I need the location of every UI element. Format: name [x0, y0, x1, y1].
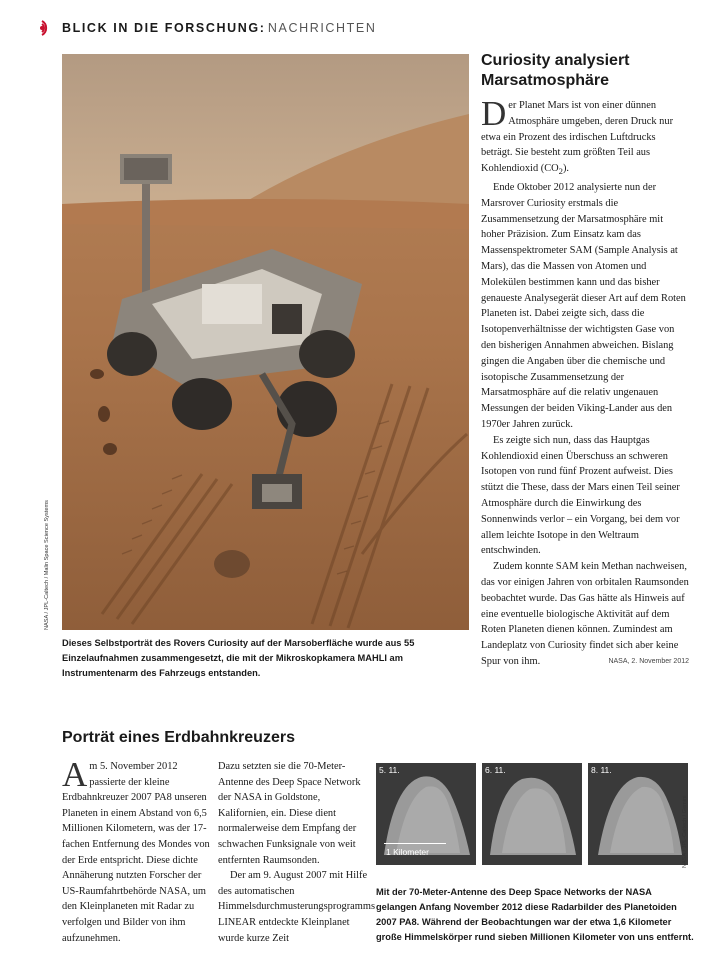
- radar-image: [588, 763, 688, 865]
- paragraph-text: Zudem konnte SAM kein Methan nachweisen, das vor einigen Jahren von orbitalen Raumsonden beobachtet wurde. Das Gas hätte als Hinweis auf eine eventuelle biologische Aktivität auf dem Roten Planeten dienen können. Zumindest am Landeplatz von Curiosity findet sich aber keine Spur von ihm.: [481, 561, 689, 667]
- image-credit: NASA / JPL-Caltech / Gemini: [682, 795, 688, 868]
- paragraph-end: ).: [562, 163, 570, 175]
- radar-image-strip: [376, 763, 688, 865]
- scale-bar: [384, 843, 446, 844]
- radar-date-label: 6. 11.: [485, 765, 506, 775]
- paragraph: [62, 755, 214, 946]
- concentric-arcs-icon: [38, 19, 56, 37]
- scale-label: 1 Kilometer: [386, 847, 429, 857]
- source-attribution: NASA, 2. November 2012: [608, 657, 689, 665]
- text-column: [218, 759, 375, 946]
- image-credit: NASA / JPL-Caltech / Malin Space Science Systems: [44, 500, 50, 630]
- section-header: [38, 16, 376, 40]
- paragraph-text: m 5. November 2012 passierte der kleine Erdbahnkreuzer 2007 PA8 unseren Planeten in einem Abstand von 6,5 Millionen Kilometern, was der 17-fachen Entfernung des Mondes von der Erde entspricht. Diese dichte Annäherung nutzten Forscher der US-Raumfahrtbehörde NASA, um den Kleinplaneten mit Radar zu verfolgen und Bilder von ihm aufzunehmen.: [62, 761, 210, 944]
- radar-image: [482, 763, 582, 865]
- subscript: 2: [558, 166, 563, 177]
- radar-date-label: 5. 11.: [379, 765, 400, 775]
- photo-caption: Dieses Selbstporträt des Rovers Curiosity auf der Marsoberfläche wurde aus 55 Einzelaufnahmen zusammengesetzt, die mit der Mikroskopkamera MAHLI am Instrumentenarm des Fahrzeugs entstanden.: [62, 638, 415, 678]
- radar-image: [376, 763, 476, 865]
- drop-cap: A: [62, 755, 88, 794]
- paragraph: Dazu setzten sie die 70-Meter-Antenne des Deep Space Network der NASA in Goldstone, Kalifornien, ein. Diese dient normalerweise dem Empfang der schwachen Funksignale von weit entfernten Raumsonden.: [218, 761, 361, 866]
- header-section-title: BLICK IN DIE FORSCHUNG: [62, 21, 260, 35]
- section-title: Porträt eines Erdbahnkreuzers: [62, 729, 295, 746]
- paragraph: [481, 94, 689, 180]
- curiosity-selfie-photo: [62, 54, 469, 630]
- paragraph: Der am 9. August 2007 mit Hilfe des automatischen Himmelsdurchmusterungsprogramms LINEAR entdeckte Kleinplanet wurde kurze Zeit: [218, 870, 375, 944]
- text-column: [62, 755, 214, 946]
- paragraph: Ende Oktober 2012 analysierte nun der Marsrover Curiosity erstmals die Zusammensetzung der Marsatmosphäre mit hoher Präzision. Zum Einsatz kam das Massenspektrometer SAM (Sample Analysis at Mars), das die Massen von Atomen und Molekülen bestimmen kann und das bisher genaueste Analysegerät dieser Art auf dem Roten Planeten ist. Dabei zeigte sich, dass die Isotopenverhältnisse der wichtigsten Gase von den bisherigen Annahmen abweichen. Bislang gingen die Angaben über die chemische und isotopische Zusammensetzung der Marsatmosphäre auf die relativ ungenauen Messungen der beiden Viking-Lander aus den 1970er Jahren zurück.: [481, 182, 686, 431]
- paragraph: Es zeigte sich nun, dass das Hauptgas Kohlendioxid einen Überschuss an schweren Isotopen von rund fünf Prozent aufweist. Dies stützt die These, dass der Mars einen Teil seiner Atmosphäre durch die Einwirkung des Sonnenwinds verlor – ein Vorgang, bei dem vor allem leichte Isotope in den Weltraum entschwinden.: [481, 434, 680, 557]
- paragraph-text: er Planet Mars ist von einer dünnen Atmosphäre umgeben, deren Druck nur etwa ein Prozent des irdischen Luftdrucks beträgt. Sie besteht zum größten Teil aus Kohlendioxid (CO: [481, 100, 674, 175]
- drop-cap: D: [481, 94, 507, 133]
- paragraph: [481, 559, 689, 670]
- radar-date-label: 8. 11.: [591, 765, 612, 775]
- article-body: [481, 94, 689, 670]
- header-separator: :: [259, 21, 264, 35]
- article-title: Curiosity analysiert Marsatmosphäre: [481, 52, 630, 89]
- radar-caption: Mit der 70-Meter-Antenne des Deep Space Networks der NASA gelangen Anfang November 2012 diese Radarbilder des Planetoiden 2007 PA8. Während der Beobachtungen war der etwa 1,6 Kilometer große Himmelskörper rund sieben Millionen Kilometer von uns entfernt.: [376, 887, 694, 942]
- header-subsection: NACHRICHTEN: [267, 21, 377, 35]
